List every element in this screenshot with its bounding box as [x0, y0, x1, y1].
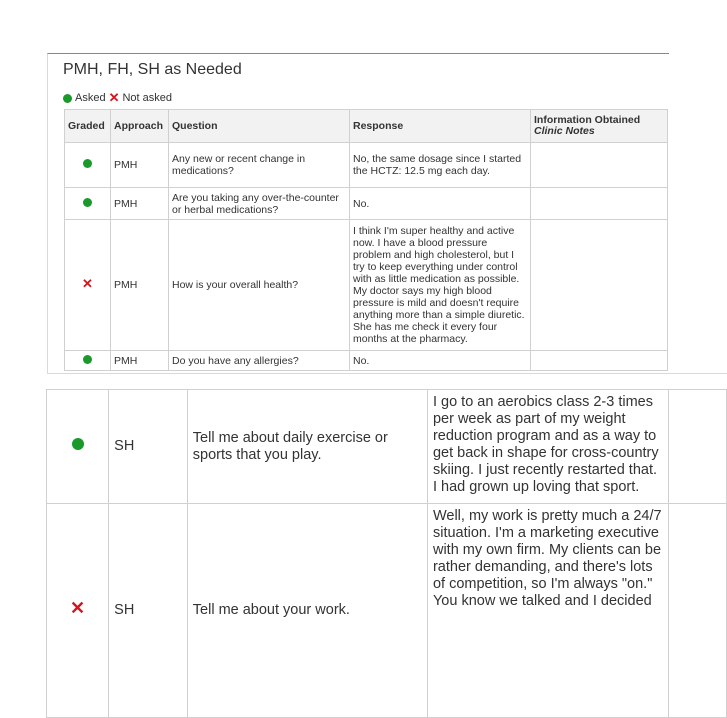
graded-cell	[65, 351, 111, 371]
response-cell: I think I'm super healthy and active now. I have a blood pressure problem and high cholesterol, but I try to keep everything under control with as little medication as possible. My doctor says my high blood pressure is mild and doesn't require anything more than a simple diuretic. She has me check it every four months at the pharmacy.	[350, 220, 531, 351]
notes-cell[interactable]	[669, 504, 727, 718]
notes-cell[interactable]	[531, 188, 668, 220]
asked-dot-icon	[83, 198, 92, 207]
response-cell: No.	[350, 351, 531, 371]
question-cell: Tell me about daily exercise or sports that you play.	[187, 390, 427, 504]
asked-dot-icon	[72, 438, 84, 450]
asked-dot-icon	[63, 94, 72, 103]
section-title: PMH, FH, SH as Needed	[63, 61, 242, 78]
graded-cell	[65, 188, 111, 220]
notes-cell[interactable]	[669, 390, 727, 504]
question-cell: Do you have any allergies?	[169, 351, 350, 371]
header-approach: Approach	[111, 110, 169, 143]
table-row	[65, 188, 668, 220]
question-cell: How is your overall health?	[169, 220, 350, 351]
zoomed-questions-table	[46, 389, 727, 718]
response-cell: No, the same dosage since I started the HCTZ: 12.5 mg each day.	[350, 143, 531, 188]
pmh-fh-sh-panel	[47, 53, 669, 374]
notes-cell[interactable]	[531, 143, 668, 188]
not-asked-x-icon: ✕	[70, 598, 86, 618]
response-cell: I go to an aerobics class 2-3 times per week as part of my weight reduction program and as a way to get back in shape for cross-country skiing. I just recently restarted that. I had grown up loving that sport.	[427, 390, 668, 504]
response-cell: No.	[350, 188, 531, 220]
legend-not-asked-label: Not asked	[122, 92, 173, 104]
header-info-title: Information Obtained	[534, 114, 641, 126]
notes-cell[interactable]	[531, 351, 668, 371]
graded-cell	[47, 504, 109, 718]
table-row	[65, 351, 668, 371]
table-row	[47, 390, 727, 504]
legend	[63, 92, 175, 104]
header-info-sub: Clinic Notes	[534, 125, 595, 137]
question-cell: Are you taking any over-the-counter or herbal medications?	[169, 188, 350, 220]
asked-dot-icon	[83, 355, 92, 364]
asked-dot-icon	[83, 159, 92, 168]
approach-cell: PMH	[111, 143, 169, 188]
table-header-row	[65, 110, 668, 143]
question-cell: Any new or recent change in medications?	[169, 143, 350, 188]
graded-cell	[65, 143, 111, 188]
not-asked-x-icon: ✕	[108, 90, 120, 105]
section-divider	[47, 373, 727, 374]
header-question: Question	[169, 110, 350, 143]
notes-cell[interactable]	[531, 220, 668, 351]
approach-cell: SH	[109, 504, 188, 718]
graded-cell	[47, 390, 109, 504]
table-row	[65, 143, 668, 188]
approach-cell: PMH	[111, 220, 169, 351]
legend-asked-label: Asked	[75, 92, 106, 104]
response-cell: Well, my work is pretty much a 24/7 situation. I'm a marketing executive with my own firm. My clients can be rather demanding, and there's lots of competition, so I'm always "on." You know we talked and I decided	[427, 504, 668, 718]
header-info	[531, 110, 668, 143]
table-row	[65, 220, 668, 351]
approach-cell: PMH	[111, 188, 169, 220]
approach-cell: PMH	[111, 351, 169, 371]
question-cell: Tell me about your work.	[187, 504, 427, 718]
questions-table	[64, 109, 668, 371]
graded-cell	[65, 220, 111, 351]
header-graded: Graded	[65, 110, 111, 143]
not-asked-x-icon: ✕	[82, 276, 93, 291]
approach-cell: SH	[109, 390, 188, 504]
header-response: Response	[350, 110, 531, 143]
table-row	[47, 504, 727, 718]
